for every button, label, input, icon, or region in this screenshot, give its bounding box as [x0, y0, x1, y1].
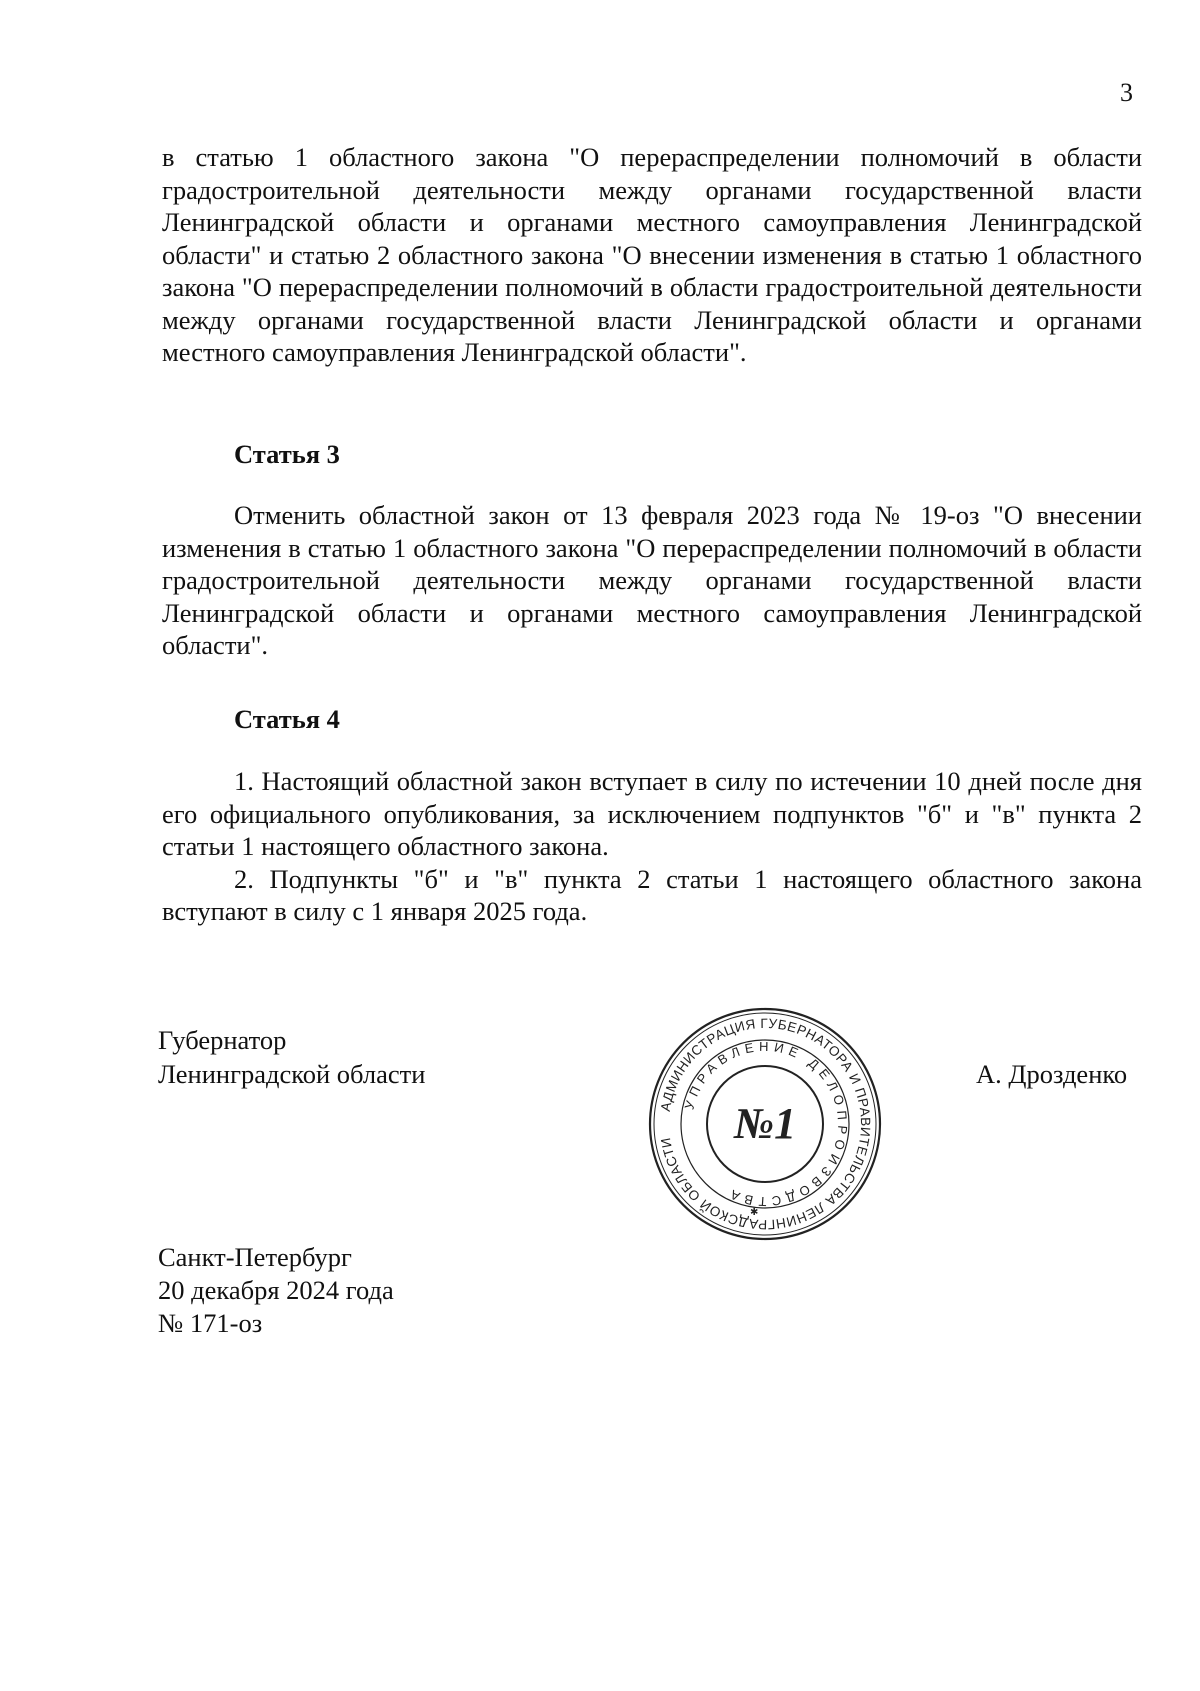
stamp-inner-text: УПРАВЛЕНИЕ ДЕЛОПРОИЗВОДСТВА	[681, 1038, 851, 1210]
stamp-seal-image	[646, 1005, 884, 1243]
stamp-number: №1	[733, 1099, 797, 1148]
article-3-text: Отменить областной закон от 13 февраля 2023 года № 19-оз "О внесении изменения в статью 1 областного закона "О перераспределении полномочий в области градостроительной деятельности между органами государственной власти Ленинградской области и органами местного самоуправления Ленинградской области".	[162, 500, 1142, 660]
place-date-block	[158, 1241, 394, 1340]
article-3-body	[162, 499, 1142, 662]
signature-title-line-2: Ленинградской области	[158, 1059, 426, 1089]
intro-paragraph	[162, 141, 1142, 369]
signatory-name: А. Дрозденко	[976, 1059, 1128, 1089]
article-4-item-1: 1. Настоящий областной закон вступает в силу по истечении 10 дней после дня его официального опубликования, за исключением подпунктов "б" и "в" пункта 2 статьи 1 настоящего областного закона.	[162, 766, 1142, 861]
article-4-body	[162, 765, 1142, 928]
page-number: 3	[1120, 78, 1133, 107]
city: Санкт-Петербург	[158, 1242, 352, 1272]
official-stamp	[646, 1005, 884, 1243]
article-4-item-2: 2. Подпункты "б" и "в" пункта 2 статьи 1 настоящего областного закона вступают в силу с 1 января 2025 года.	[162, 863, 1142, 926]
intro-text: в статью 1 областного закона "О перераспределении полномочий в области градостроительной деятельности между органами государственной власти Ленинградской области и органами местного самоуправления Ленинградской области" и статью 2 областного закона "О внесении изменения в статью 1 областного закона "О перераспределении полномочий в области градостроительной деятельности между органами государственной власти Ленинградской области и органами местного самоуправления Ленинградской области".	[162, 142, 1142, 367]
law-date: 20 декабря 2024 года	[158, 1275, 394, 1305]
star-icon: ✱	[750, 1207, 759, 1218]
article-3-heading: Статья 3	[234, 439, 340, 469]
signature-title	[158, 1023, 425, 1091]
article-4-heading: Статья 4	[234, 704, 340, 734]
signature-title-line-1: Губернатор	[158, 1025, 287, 1055]
stamp-outer-text: АДМИНИСТРАЦИЯ ГУБЕРНАТОРА И ПРАВИТЕЛЬСТВА ЛЕНИНГРАДСКОЙ ОБЛАСТИ	[657, 1015, 874, 1233]
law-number: № 171-оз	[158, 1308, 263, 1338]
